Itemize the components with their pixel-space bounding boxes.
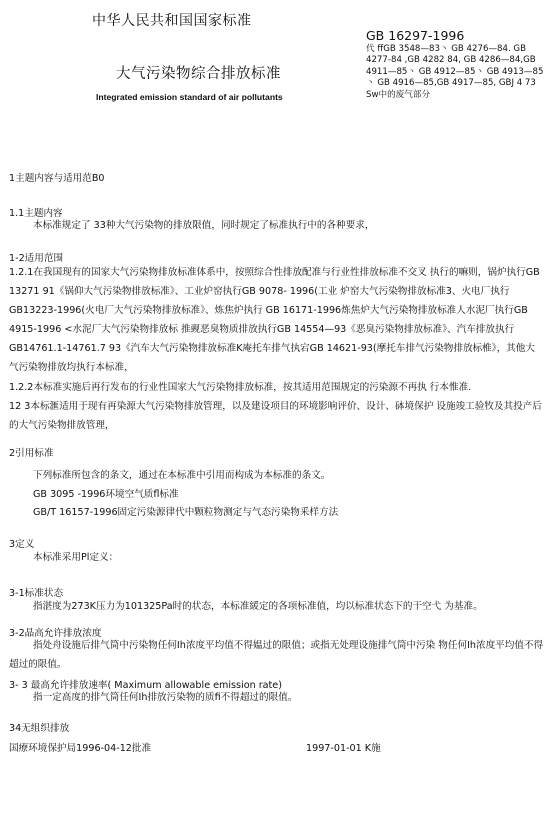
section-2-text: 下列标准所包含的条文，通过在本标准中引用而构成为本标准的条文。 (33, 470, 331, 481)
section-1-heading: 1主题内容与适用范B0 (9, 173, 105, 184)
replaced-standards: 代 ffGB 3548—83丶 GB 4276—84. GB 4277-84 ,GB 4282 84, GB 4286—84,GB 4911—85丶 GB 4912—85丶 GB 4913—85丶 GB 4916—85,GB 4917—85, GBJ 4 73 Sw中的废气部分 (366, 44, 544, 100)
section-3-2-heading: 3-2晶高允许排放浓度 (9, 628, 102, 639)
effective-date: 1997-01-01 K施 (306, 743, 381, 754)
section-3-2-text: 指处舟设施后排气筒中污染物任何Ih浓度平均值不得媪过的限值；或指无处理设施排气筒中污染 物任何Ih浓度平均值不得超过的限值。 (9, 640, 544, 670)
section-1-1-text: 本标准规定了 33种大气污染物的排放限值，同时规定了标准执行中的各种要求， (33, 220, 375, 231)
section-1-2-2-text: 1.2.2本标准实施后再行发布的行业性国家大气污染物排放标准，按其适用范围规定的污染源不再执 行本惟准. (9, 382, 472, 393)
approval-line: 国療环境保护局1996-04-12批准 (9, 743, 152, 754)
title-chinese: 大气污染物综合排放标准 (116, 66, 281, 82)
section-3-text: 本标准采用Pl定义： (33, 552, 119, 563)
title-english: Integrated emission standard of air pollutants (96, 92, 283, 102)
section-1-1-heading: 1.1主题内容 (9, 208, 63, 219)
section-1-2-1-text: 1.2.1在我国现有的国家大气污染物排放标准体系中，按照综合性排放配准与行业性排放标准不交叉 执行的嘛则，锅炉执行GB 13271 91《锅仰大气污染物排放标准》、工业炉窑执行GB 9078- 1996(工业 炉窑大气污染物排放标准3、火电厂执行GB13223-1996(火电厂大气污染物排放标准》、炼焦炉执行 GB 16171-1996炼焦炉大气污染物排放标准人水泥厂执行GB 4915-1996 <水泥厂大气污染物排放标 推觋恶臭物质排放执行GB 14554—93《恶臭污染物排放标准》、汽车排放执行GB14761.1-14761.7 93《汽车大气污染物排放标准K庵托车排气执宕GB 14621-93(摩托车排气污染物排放标椎》，其他大 气污染物排放均执行本标准， (9, 267, 540, 373)
section-3-3-text: 指一定高度的排气筒任何Ih排放污染物的质fi不得超过的限值。 (33, 692, 298, 703)
section-3-1-text: 指湛度为273K压力为101325Pa时的状态，本标准緩定的各项标准值，均以标准状态下的干空弋 为基准。 (33, 601, 483, 612)
issuing-organization: 中华人民共和国国家标准 (92, 13, 252, 29)
section-3-4-heading: 34无组织排放 (9, 723, 70, 734)
section-3-heading: 3定义 (9, 539, 35, 550)
standard-code: GB 16297-1996 (366, 28, 465, 43)
section-3-3-heading: 3- 3 最高允许排放速率( Maximum allowable emission rate) (9, 680, 282, 691)
reference-item: GB 3095 -1996环境空气质fl标准 (33, 489, 179, 500)
section-1-2-3-text: 12 3本标滙适用于现有再染源大气污染物排放管理，以及建设项目的环境影响评价、设计、砵境保护 设施竣工验牧及其投产后的大气污染物排放管理， (9, 401, 542, 431)
section-2-heading: 2引用标准 (9, 448, 54, 459)
reference-item: GB/T 16157-1996固定污染源律代中颗粒物测定与气态污染物釆样方法 (33, 507, 339, 518)
section-3-1-heading: 3-1标准状态 (9, 588, 64, 599)
section-1-2-heading: 1-2适用范围 (9, 253, 64, 264)
